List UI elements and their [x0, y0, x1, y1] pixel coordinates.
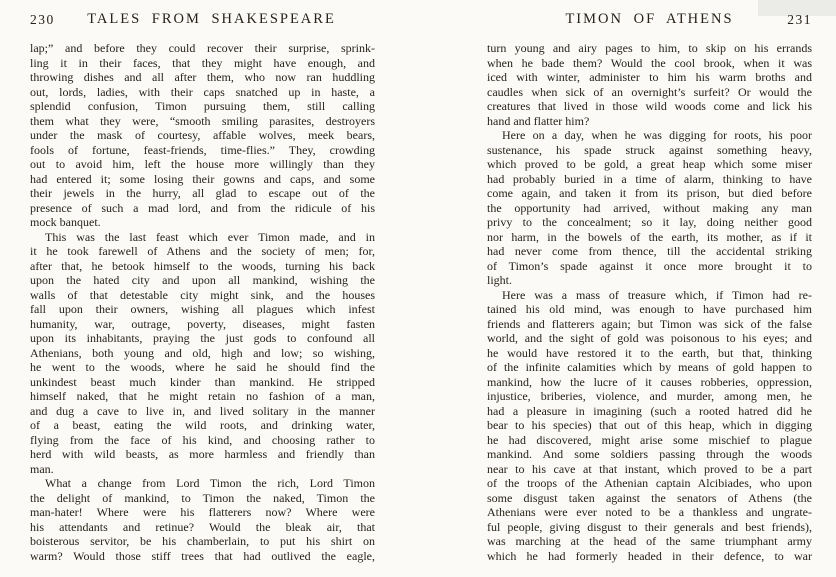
- text-line: bear to his species) that out of this heap, which in digging: [487, 418, 812, 432]
- paragraph: [487, 128, 812, 288]
- text-line: Here on a day, when he was digging for roots, his poor: [502, 128, 812, 142]
- text-line: out, lords, ladies, with their caps snatched up in haste, a: [30, 84, 375, 99]
- page-right-header: [487, 11, 812, 31]
- paragraph: [30, 41, 375, 230]
- text-line: them what they were, “smooth smiling parasites, destroyers: [30, 113, 375, 128]
- text-line: had a pleasure in imagining (such a rooted hatred did he: [487, 403, 812, 418]
- text-line: which he had formerly headed in their defence, to war: [487, 548, 812, 563]
- text-line: fools of fortune, feast-friends, time-flies.” They, crowding: [30, 142, 375, 157]
- text-line: under the mask of courtesy, affable wolves, meek bears,: [30, 128, 375, 142]
- text-line: upon the hated city and upon all mankind, wishing the: [30, 273, 375, 287]
- text-line: had entered it; some losing their gowns and caps, and some: [30, 171, 375, 186]
- page-left-header: [30, 11, 375, 31]
- paragraph: [487, 288, 812, 564]
- text-line: the opportunity had arrived, without making any man: [487, 200, 812, 215]
- text-line: mankind, how the lucre of it causes robberies, oppression,: [487, 374, 812, 389]
- text-line: lap;” and before they could recover their surprise, sprink-: [30, 41, 375, 55]
- text-line: fall upon their owners, wishing all plagues which infest: [30, 302, 375, 316]
- text-line: the delight of mankind, to Timon the naked, Timon the: [30, 490, 375, 505]
- text-line: of Timon’s spade against it once more brought it to: [487, 258, 812, 273]
- page-left-text: [30, 41, 375, 563]
- text-line: of the troops of the Athenian captain Alcibiades, who upon: [487, 476, 812, 490]
- text-line: of a beast, eating the wild roots, and drinking water,: [30, 418, 375, 432]
- text-line: had never come from thence, till the accidental striking: [487, 244, 812, 258]
- text-line: unkindest beast much kinder than mankind. He stripped: [30, 374, 375, 389]
- text-line: and dug a cave to live in, and lived solitary in the manner: [30, 403, 375, 418]
- paragraph: [30, 230, 375, 477]
- text-line: throwing dishes and all after them, who now ran huddling: [30, 70, 375, 84]
- text-line: presence of such a mad lord, and from the ridicule of his: [30, 200, 375, 215]
- text-line: had probably buried in a time of alarm, thinking to have: [487, 171, 812, 186]
- text-line: man-hater! Where were his flatterers now? Where were: [30, 505, 375, 519]
- text-line: when he bade them? Would the cool brook, when it was: [487, 55, 812, 70]
- text-line: mock banquet.: [30, 215, 101, 229]
- text-line: it he took farewell of Athens and the society of men; for,: [30, 244, 375, 258]
- text-line: hand and flatter him?: [487, 113, 590, 128]
- running-title-left: TALES FROM SHAKESPEARE: [87, 11, 336, 27]
- text-line: world, and the sight of gold was poisonous to his eyes; and: [487, 331, 812, 345]
- text-line: upon its inhabitants, praying the just gods to confound all: [30, 331, 375, 345]
- text-line: herd with wild beasts, as more harmless and friendly than: [30, 447, 375, 461]
- text-line: This was the last feast which ever Timon made, and in: [45, 229, 375, 244]
- page-number-left: 230: [30, 12, 55, 27]
- text-line: tained his old mind, was enough to have purchased him: [487, 302, 812, 316]
- text-line: light.: [487, 273, 513, 287]
- text-line: their jewels in the hurry, all glad to escape out of the: [30, 186, 375, 200]
- text-line: Here was a mass of treasure which, if Timon had re-: [502, 287, 812, 302]
- text-line: warm? Would those stiff trees that had outlived the eagle,: [30, 548, 375, 563]
- text-line: nor harm, in the bowels of the earth, its mother, as if it: [487, 229, 812, 244]
- text-line: ling it in their faces, that they might have enough, and: [30, 55, 375, 70]
- text-line: was marching at the head of the same triumphant army: [487, 534, 812, 548]
- text-line: walls of that detestable city might sink, and the houses: [30, 287, 375, 302]
- text-line: out to avoid him, left the house more willingly than they: [30, 157, 375, 171]
- text-line: which proved to be gold, a great heap which some miser: [487, 157, 812, 171]
- text-line: he went to the woods, where he said he should find the: [30, 360, 375, 374]
- paragraph: [30, 476, 375, 563]
- text-line: his attendants and retinue? Would the bleak air, that: [30, 519, 375, 534]
- page-right-text: [487, 41, 812, 563]
- text-line: splendid confusion, Timon pursuing them, still calling: [30, 99, 375, 113]
- page-number-right: 231: [787, 12, 812, 27]
- text-line: he had discovered, might arise some mischief to plague: [487, 432, 812, 447]
- running-title-right: TIMON OF ATHENS: [565, 11, 734, 27]
- text-line: boisterous servitor, be his chamberlain, to put his shirt on: [30, 534, 375, 548]
- text-line: man.: [30, 461, 54, 476]
- text-line: What a change from Lord Timon the rich, Lord Timon: [45, 476, 375, 490]
- text-line: humanity, war, outrage, poverty, diseases, might fasten: [30, 316, 375, 331]
- text-line: some disgust taken against the senators of Athens (the: [487, 490, 812, 505]
- text-line: caudles when sick of an overnight’s surfeit? Or would the: [487, 84, 812, 99]
- text-line: creatures that lived in those wild woods come and lick his: [487, 99, 812, 113]
- text-line: flying from the face of his kind, and choosing rather to: [30, 432, 375, 447]
- text-line: after that, he betook himself to the woods, turning his back: [30, 258, 375, 273]
- text-line: he would have restored it to the earth, but that, thinking: [487, 345, 812, 360]
- text-line: privy to the concealment; so it lay, doing neither good: [487, 215, 812, 229]
- text-line: friends and flatterers again; but Timon was sick of the false: [487, 316, 812, 331]
- text-line: ful people, giving disgust to their generals and best friends),: [487, 519, 812, 534]
- text-line: iced with winter, administer to him his warm broths and: [487, 70, 812, 84]
- text-line: come again, and taken it from its prison, but died before: [487, 186, 812, 200]
- text-line: injustice, briberies, violence, and murder, among men, he: [487, 389, 812, 403]
- text-line: sustenance, his spade struck against something heavy,: [487, 142, 812, 157]
- text-line: of the infinite calamities which by means of gold happen to: [487, 360, 812, 374]
- text-line: mankind. And some soldiers passing through the woods: [487, 447, 812, 461]
- text-line: Athenians were ever noted to be a thankless and ungrate-: [487, 505, 812, 519]
- text-line: near to his cave at that instant, which proved to be a part: [487, 461, 812, 476]
- text-line: Athenians, both young and old, high and low; so wishing,: [30, 345, 375, 360]
- text-line: turn young and airy pages to him, to skip on his errands: [487, 41, 812, 55]
- paragraph: [487, 41, 812, 128]
- text-line: himself naked, that he might retain no fashion of a man,: [30, 389, 375, 403]
